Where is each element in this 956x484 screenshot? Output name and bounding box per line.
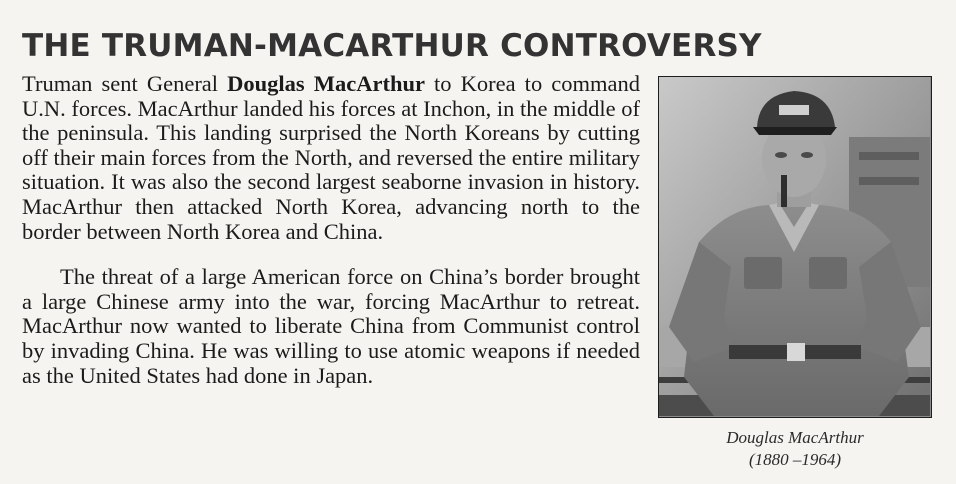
paragraph-1-intro: Truman sent General: [22, 71, 228, 96]
paragraph-1-rest: to Korea to command U.N. forces. MacArthur landed his forces at Inchon, in the middle of the peninsula. This landing surprised the North Koreans by cutting off their main forces from the North, and reversed the entire military situation. It was also the second largest seaborne invasion in history. MacArthur then attacked North Korea, advancing north to the border between North Korea and China.: [22, 71, 640, 244]
caption-name: Douglas MacArthur: [726, 428, 864, 447]
paragraph-2: The threat of a large American force on China’s border brought a large Chinese army into the war, forcing MacArthur to retreat. MacArthur now wanted to liberate China from Communist control by invading China. He was willing to use atomic weapons if needed as the United States had done in Japan.: [22, 264, 640, 388]
photo-caption: [660, 427, 930, 471]
section-heading: THE TRUMAN-MACARTHUR CONTROVERSY: [22, 28, 762, 64]
caption-dates: (1880 –1964): [748, 450, 842, 469]
bold-name: Douglas MacArthur: [227, 71, 425, 96]
paragraph-1: [22, 72, 640, 244]
portrait-photo: [658, 76, 932, 418]
portrait-illustration: [659, 77, 930, 416]
article-body: [22, 72, 640, 388]
